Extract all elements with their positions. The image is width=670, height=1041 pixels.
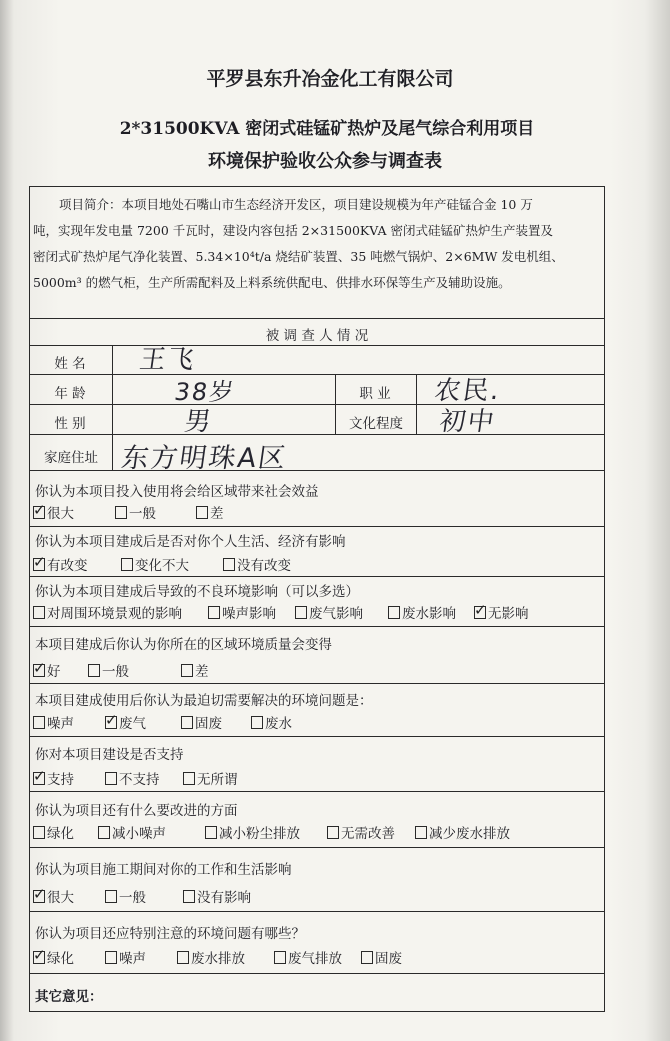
question-6: 你对本项目建设是否支持 <box>35 747 184 763</box>
option-no-impact[interactable]: ✓ 无影响 <box>474 602 529 622</box>
address-value: 东方明珠A区 <box>119 443 290 474</box>
question-3: 你认为本项目建成后导致的不良环境影响（可以多选） <box>35 584 359 600</box>
checkbox[interactable] <box>33 951 45 964</box>
option-wastewater-discharge[interactable]: 废水排放 <box>177 947 245 967</box>
divider <box>29 318 605 319</box>
divider <box>112 345 113 470</box>
option-very-large[interactable]: ✓很大 <box>33 502 74 522</box>
age-label: 年 龄 <box>54 386 86 402</box>
divider <box>29 847 605 848</box>
divider <box>335 374 336 434</box>
divider <box>29 683 605 684</box>
option-no-impact[interactable]: 没有影响 <box>183 886 251 906</box>
question-5: 本项目建成使用后你认为最迫切需要解决的环境问题是： <box>35 693 373 709</box>
checkbox[interactable] <box>33 506 45 519</box>
option-average[interactable]: 一般 <box>115 502 156 522</box>
checkbox[interactable] <box>115 506 127 519</box>
checkbox[interactable] <box>183 890 195 903</box>
option-changed[interactable]: ✓有改变 <box>33 554 88 574</box>
intro-line-2: 吨，实现年发电量 7200 千瓦时，建设内容包括 2×31500KVA 密闭式硅锰矿热炉生产装置及 <box>33 223 553 238</box>
gender-label: 性 别 <box>54 416 86 432</box>
checkbox[interactable] <box>295 606 307 619</box>
occupation-label: 职 业 <box>359 386 391 402</box>
option-noise[interactable]: 噪声 <box>105 947 146 967</box>
divider <box>29 736 605 737</box>
option-reduce-wastewater[interactable]: 减少废水排放 <box>415 822 510 842</box>
option-support[interactable]: ✓支持 <box>33 768 74 788</box>
option-reduce-noise[interactable]: 减小噪声 <box>98 822 166 842</box>
option-poor[interactable]: 差 <box>181 660 209 680</box>
question-9: 你认为项目还应特别注意的环境问题有哪些？ <box>35 926 305 942</box>
checkbox[interactable] <box>181 716 193 729</box>
option-exhaust-discharge[interactable]: 废气排放 <box>274 947 342 967</box>
divider <box>416 374 417 434</box>
checkbox[interactable] <box>33 558 45 571</box>
option-indifferent[interactable]: 无所谓 <box>183 768 238 788</box>
intro-line-1: 项目简介：本项目地处石嘴山市生态经济开发区，项目建设规模为年产硅锰合金 10 万 <box>59 197 533 212</box>
occupation-value: 农民. <box>432 376 504 406</box>
divider <box>29 404 605 405</box>
divider <box>29 911 605 912</box>
option-wastewater[interactable]: 废水 <box>251 712 292 732</box>
checkbox[interactable] <box>205 826 217 839</box>
option-noise[interactable]: 噪声 <box>33 712 74 732</box>
checkbox[interactable] <box>177 951 189 964</box>
checkbox[interactable] <box>208 606 220 619</box>
age-value: 38岁 <box>172 378 238 406</box>
checkbox[interactable] <box>388 606 400 619</box>
checkbox[interactable] <box>196 506 208 519</box>
option-good[interactable]: ✓好 <box>33 660 61 680</box>
question-8: 你认为项目施工期间对你的工作和生活影响 <box>35 862 292 878</box>
divider <box>29 374 605 375</box>
checkbox[interactable] <box>33 890 45 903</box>
intro-line-3: 密闭式矿热炉尾气净化装置、5.34×10⁴t/a 烧结矿装置、35 吨燃气锅炉、2×6MW 发电机组、 <box>33 249 564 264</box>
option-reduce-dust[interactable]: 减小粉尘排放 <box>205 822 300 842</box>
checkbox[interactable] <box>33 664 45 677</box>
option-exhaust-impact[interactable]: 废气影响 <box>295 602 363 622</box>
option-very-large[interactable]: ✓很大 <box>33 886 74 906</box>
checkbox[interactable] <box>105 951 117 964</box>
divider <box>29 973 605 974</box>
question-1: 你认为本项目投入使用将会给区域带来社会效益 <box>35 484 319 500</box>
form-title: 环境保护验收公众参与调查表 <box>208 151 442 172</box>
checkbox[interactable] <box>33 716 45 729</box>
checkbox[interactable] <box>33 826 45 839</box>
checkbox[interactable] <box>183 772 195 785</box>
option-exhaust[interactable]: ✓ 废气 <box>105 712 146 732</box>
checkbox[interactable] <box>251 716 263 729</box>
company-name: 平罗县东升冶金化工有限公司 <box>206 68 454 90</box>
other-opinions-label: 其它意见： <box>35 989 103 1005</box>
option-landscape-impact[interactable]: 对周围环境景观的影响 <box>33 602 182 622</box>
option-average[interactable]: 一般 <box>88 660 129 680</box>
checkbox[interactable] <box>474 606 486 619</box>
divider <box>29 526 605 527</box>
checkbox[interactable] <box>121 558 133 571</box>
option-wastewater-impact[interactable]: 废水影响 <box>388 602 456 622</box>
checkbox[interactable] <box>98 826 110 839</box>
option-poor[interactable]: 差 <box>196 502 224 522</box>
respondent-section-title: 被 调 查 人 情 况 <box>265 328 369 344</box>
option-greening[interactable]: 绿化 <box>33 822 74 842</box>
checkbox[interactable] <box>33 606 45 619</box>
option-little-change[interactable]: 变化不大 <box>121 554 189 574</box>
checkbox[interactable] <box>181 664 193 677</box>
address-label: 家庭住址 <box>44 450 98 466</box>
option-not-support[interactable]: 不支持 <box>105 768 160 788</box>
project-intro <box>33 192 603 296</box>
checkbox[interactable] <box>105 716 117 729</box>
checkbox[interactable] <box>88 664 100 677</box>
divider <box>29 626 605 627</box>
option-solid-waste[interactable]: 固废 <box>181 712 222 732</box>
option-no-change[interactable]: 没有改变 <box>223 554 291 574</box>
option-greening[interactable]: ✓绿化 <box>33 947 74 967</box>
education-label: 文化程度 <box>349 416 403 432</box>
checkbox[interactable] <box>327 826 339 839</box>
checkbox[interactable] <box>361 951 373 964</box>
question-7: 你认为项目还有什么要改进的方面 <box>35 803 238 819</box>
education-value: 初中 <box>437 407 498 437</box>
divider <box>29 791 605 792</box>
name-label: 姓 名 <box>54 356 86 372</box>
checkbox[interactable] <box>105 772 117 785</box>
divider <box>29 434 605 435</box>
checkbox[interactable] <box>274 951 286 964</box>
question-4: 本项目建成后你认为你所在的区域环境质量会变得 <box>35 637 332 653</box>
checkbox[interactable] <box>33 772 45 785</box>
option-noise-impact[interactable]: 噪声影响 <box>208 602 276 622</box>
checkbox[interactable] <box>105 890 117 903</box>
gender-value: 男 <box>182 407 215 437</box>
divider <box>29 345 605 346</box>
project-title: 2*31500KVA 密闭式硅锰矿热炉及尾气综合利用项目 <box>119 119 535 139</box>
option-no-improvement[interactable]: 无需改善 <box>327 822 395 842</box>
option-average[interactable]: 一般 <box>105 886 146 906</box>
checkbox[interactable] <box>223 558 235 571</box>
name-value: 王飞 <box>137 345 198 375</box>
divider <box>29 470 605 471</box>
intro-line-4: 5000m³ 的燃气柜，生产所需配料及上料系统供配电、供排水环保等生产及辅助设施。 <box>33 275 511 290</box>
checkbox[interactable] <box>415 826 427 839</box>
divider <box>29 576 605 577</box>
question-2: 你认为本项目建成后是否对你个人生活、经济有影响 <box>35 534 346 550</box>
option-solid-waste[interactable]: 固废 <box>361 947 402 967</box>
